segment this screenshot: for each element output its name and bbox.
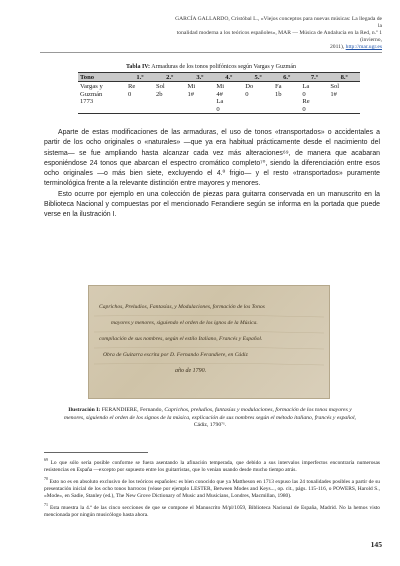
header-line-3 — [170, 44, 382, 51]
manuscript-line-4: Obra de Guitarra escrita por D. Fernando Ferandiere, en Cádiz — [103, 352, 248, 358]
table-caption — [40, 63, 382, 71]
illustration-text: Caprichos, preludios, fantasías y modulaciones, formación de los tonos mayores y menores, siguiendo el orden de los signos de la música, explicación de sus nombres según el método italiano, francés y español, — [64, 407, 356, 421]
footnote-number: 71 — [44, 501, 48, 507]
cell-line: 1# — [187, 90, 195, 98]
illustration-tail: Cádiz, 1790⁷¹. — [193, 422, 227, 429]
cell-line: 1b — [274, 90, 282, 98]
header-line-1: GARCÍA GALLARDO, Cristóbal L., «Viejos conceptos para nuevas músicas: La llegada de la — [175, 16, 382, 29]
table-row — [78, 82, 360, 114]
manuscript-svg — [89, 286, 329, 398]
cell-line: 2b — [155, 90, 163, 98]
tonal-keys-table — [78, 72, 360, 114]
manuscript-image — [88, 285, 330, 399]
cell-line: Sol — [155, 83, 165, 91]
table-col-8: 8.º — [328, 73, 360, 82]
manuscript-line-1: Caprichos, Preludios, Fantasías, y Modulaciones, formación de los Tonos — [99, 304, 265, 310]
illustration-label: Ilustración I: — [68, 407, 101, 413]
header-link[interactable]: http://mar.ugr.es — [345, 44, 382, 50]
body-text — [44, 128, 380, 221]
table-col-3: 3.º — [186, 73, 215, 82]
footnote-text: Lo que sólo sería posible conforme se fuera asentando la afinación temperada, que debido a sus intervalos imperfectos encontraría numerosas resistencias en España —excepto por supuesto entre los guitarristas, que lo venían usando desde mucho tiempo atrás. — [44, 459, 381, 473]
table-cell — [154, 82, 186, 114]
cell-line: Re — [128, 83, 136, 91]
footnote-number: 70 — [44, 475, 48, 481]
table-cell — [126, 82, 154, 114]
footnote-rule — [44, 452, 148, 453]
cell-line: Sol — [330, 83, 340, 91]
row-label-line: Guzmán — [80, 90, 103, 98]
cell-line: La — [302, 83, 310, 91]
cell-line: 0 — [128, 90, 132, 98]
header-line-3-text: 2011), — [329, 44, 345, 50]
table-cell — [214, 82, 243, 114]
cell-line: Fa — [274, 83, 282, 91]
paragraph: Esto ocurre por ejemplo en una colección de piezas para guitarra conservada en un manuscrito en la Biblioteca Nacional y compuestas por el mencionado Ferandiere según se informa en la portada que puede verse en la ilustración I. — [44, 190, 380, 219]
header-rule — [40, 52, 382, 53]
cell-line: Mi — [187, 83, 196, 91]
page-number: 145 — [370, 540, 382, 549]
table-col-2: 2.º — [154, 73, 186, 82]
cell-line: La — [216, 98, 224, 106]
cell-line: 4# — [216, 90, 223, 98]
footnote-text: Esto no es en absoluto exclusivo de los teóricos españoles: es bien conocido que ya Mattheson en 1713 expuso las 24 tonalidades posibles a partir de su presentación inicial de los ocho tonos barrocos (véase por ejemplo LESTER, Between Modes and Keys..., op. cit., págs. 115-116, o POWERS, Harold S., «Mode», en Sadie, Stanley (ed.), The New Grove Dictionary of Music and Musicians, Londres, Macmillan, 1980). — [44, 478, 380, 499]
manuscript-line-3: compilación de sus nombres, según el estilo Italiano, Francés y Español. — [99, 336, 263, 342]
cell-line: Do — [245, 83, 254, 91]
manuscript-line-5: año de 1790. — [175, 368, 207, 374]
illustration-author: FERANDIERE, Fernando, — [101, 407, 163, 413]
paragraph: Aparte de estas modificaciones de las armaduras, el uso de tonos «transportados» o accidentales a partir de los ocho originales o «naturales» —que ya era habitual prácticamente desde el nacimiento del sistema— se fue ampliando hasta alcanzar cada vez más alteraciones⁶⁹, de manera que acabaran esponiéndose 24 tonos que abarcan el espectro cromático completo⁷⁰, siendo la diferenciación entre esos ocho originales —o más bien siete, excluyendo el 4.º frigio— y el resto «transportados» puramente terminológica frente a la relevante distinción entre mayores y menores. — [44, 129, 380, 188]
cell-line: Re — [302, 98, 310, 106]
table-header-row — [78, 73, 360, 82]
running-header — [170, 16, 382, 51]
table-row-label — [78, 82, 126, 114]
footnote — [44, 456, 380, 474]
table-caption-text: Armaduras de los tonos polifónicos según Vargas y Guzmán — [151, 64, 296, 70]
row-label-line: 1773 — [80, 98, 94, 106]
table-col-7: 7.º — [300, 73, 328, 82]
cell-line: 0 — [216, 105, 220, 113]
cell-line: 1# — [330, 90, 337, 98]
manuscript-line-2: mayores y menores, siguiendo el orden de los ignos de la Música. — [111, 320, 258, 326]
table-cell — [300, 82, 328, 114]
table-header-label: Tono — [78, 73, 126, 82]
footnote — [44, 475, 380, 500]
table-col-1: 1.º — [126, 73, 154, 82]
cell-line: 0 — [245, 90, 249, 98]
table-col-6: 6.º — [273, 73, 300, 82]
cell-line: 0 — [302, 90, 306, 98]
table-caption-label: Tabla IV: — [125, 64, 151, 70]
row-label-line: Vargas y — [80, 83, 103, 91]
table-cell — [186, 82, 215, 114]
cell-line: Mi — [216, 83, 225, 91]
illustration-caption — [60, 407, 360, 430]
table-cell — [273, 82, 300, 114]
table-col-5: 5.º — [243, 73, 273, 82]
footnote — [44, 501, 380, 519]
footnote-text: Esta muestra la 4.ª de las cinco secciones de que se compone el Manuscrito M/pl/1059, Biblioteca Nacional de España, Madrid. No la hemos visto mencionada por ningún musicólogo hasta ahora. — [44, 504, 380, 518]
table-col-4: 4.º — [214, 73, 243, 82]
header-line-2: tonalidad moderna a los teóricos españoles», MAR — Música de Andalucía en la Red, n.º 1 (invierno, — [176, 30, 382, 43]
table-cell — [243, 82, 273, 114]
table-cell — [328, 82, 360, 114]
footnote-number: 69 — [44, 457, 48, 462]
footnotes — [44, 456, 380, 520]
cell-line: 0 — [302, 105, 306, 113]
